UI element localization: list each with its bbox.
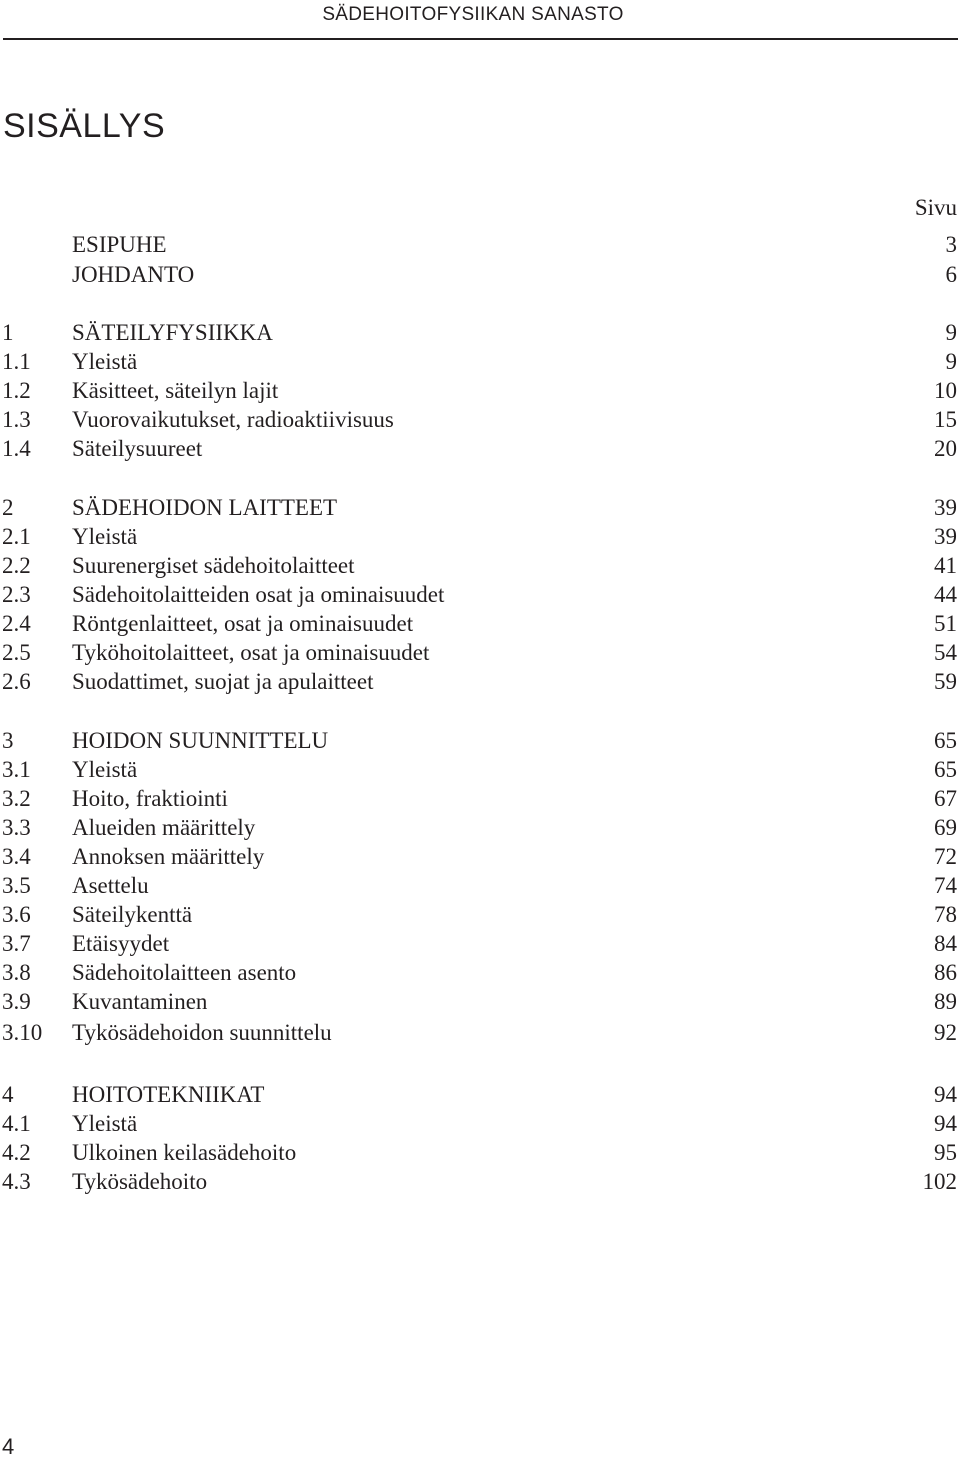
toc-entry-page: 69	[934, 815, 957, 840]
toc-entry-number: 3.4	[2, 844, 31, 869]
toc-entry-number: 2.4	[2, 611, 31, 636]
toc-entry-number: 2.2	[2, 553, 31, 578]
toc-entry-title: Yleistä	[72, 524, 138, 549]
toc-entry	[0, 1109, 960, 1139]
toc-entry-title: HOIDON SUUNNITTELU	[72, 728, 329, 753]
toc-entry	[0, 609, 960, 639]
toc-entry-title: Tyköhoitolaitteet, osat ja ominaisuudet	[72, 640, 430, 665]
toc-entry-title: ESIPUHE	[72, 232, 167, 257]
toc-entry-title: Suodattimet, suojat ja apulaitteet	[72, 669, 374, 694]
toc-entry-number: 1	[2, 320, 14, 345]
toc-entry	[0, 405, 960, 435]
toc-entry-title: Sädehoitolaitteen asento	[72, 960, 297, 985]
toc-entry-page: 74	[934, 873, 957, 898]
header-rule	[3, 38, 958, 40]
toc-entry-title: Ulkoinen keilasädehoito	[72, 1140, 297, 1165]
toc-entry-number: 3	[2, 728, 14, 753]
toc-entry-page: 39	[934, 495, 957, 520]
toc-entry-title: Hoito, fraktiointi	[72, 786, 228, 811]
toc-entry-number: 1.3	[2, 407, 31, 432]
toc-entry-page: 41	[934, 553, 957, 578]
toc-entry-number: 3.3	[2, 815, 31, 840]
toc-entry	[0, 667, 960, 697]
toc-entry-page: 72	[934, 844, 957, 869]
toc-entry-number: 3.9	[2, 989, 31, 1014]
toc-entry-title: Asettelu	[72, 873, 149, 898]
page-number: 4	[2, 1434, 15, 1459]
toc-entry-page: 95	[934, 1140, 957, 1165]
toc-entry-title: Suurenergiset sädehoitolaitteet	[72, 553, 355, 578]
toc-entry-title: Säteilysuureet	[72, 436, 203, 461]
toc-entry-title: Yleistä	[72, 1111, 138, 1136]
toc-entry-page: 84	[934, 931, 957, 956]
toc-entry-title: Tykösädehoito	[72, 1169, 208, 1194]
toc-entry-number: 3.8	[2, 960, 31, 985]
toc-entry-title: Käsitteet, säteilyn lajit	[72, 378, 279, 403]
toc-entry-title: HOITOTEKNIIKAT	[72, 1082, 265, 1107]
toc-entry	[0, 726, 960, 756]
toc-entry-number: 2.1	[2, 524, 31, 549]
toc-entry	[0, 522, 960, 552]
toc-entry	[0, 318, 960, 348]
toc-entry	[0, 871, 960, 901]
toc-entry-number: 2.3	[2, 582, 31, 607]
toc-entry-page: 89	[934, 989, 957, 1014]
toc-entry-title: Röntgenlaitteet, osat ja ominaisuudet	[72, 611, 414, 636]
toc-entry-title: Vuorovaikutukset, radioaktiivisuus	[72, 407, 394, 432]
toc-entry-number: 1.4	[2, 436, 31, 461]
toc-entry-number: 3.2	[2, 786, 31, 811]
toc-entry-page: 65	[934, 757, 957, 782]
toc-entry-title: Yleistä	[72, 349, 138, 374]
toc-entry	[0, 929, 960, 959]
toc-entry-page: 10	[934, 378, 957, 403]
toc-entry-number: 2.5	[2, 640, 31, 665]
toc-entry	[0, 842, 960, 872]
toc-entry	[0, 580, 960, 610]
toc-entry	[0, 1138, 960, 1168]
toc-entry-title: SÄDEHOIDON LAITTEET	[72, 495, 338, 520]
toc-entry-page: 9	[945, 349, 957, 374]
toc-entry-title: JOHDANTO	[72, 262, 195, 287]
toc-entry-page: 94	[934, 1111, 957, 1136]
toc-entry-page: 39	[934, 524, 957, 549]
toc-entry-title: Alueiden määrittely	[72, 815, 256, 840]
toc-entry-page: 92	[934, 1020, 957, 1045]
toc-entry	[0, 434, 960, 464]
toc-entry-number: 3.5	[2, 873, 31, 898]
toc-entry-number: 4	[2, 1082, 14, 1107]
toc-entry-number: 3.7	[2, 931, 31, 956]
toc-entry	[0, 493, 960, 523]
toc-entry-number: 4.3	[2, 1169, 31, 1194]
toc-entry-title: Tykösädehoidon suunnittelu	[72, 1020, 332, 1045]
toc-entry	[0, 638, 960, 668]
toc-entry	[0, 958, 960, 988]
running-head: SÄDEHOITOFYSIIKAN SANASTO	[322, 4, 624, 25]
toc-entry-title: Etäisyydet	[72, 931, 170, 956]
toc-entry	[0, 1167, 960, 1197]
toc-entry-number: 3.1	[2, 757, 31, 782]
toc-entry	[0, 755, 960, 785]
page-title: SISÄLLYS	[3, 107, 166, 145]
toc-entry	[0, 813, 960, 843]
toc-entry-title: SÄTEILYFYSIIKKA	[72, 320, 273, 345]
toc-entry	[0, 260, 960, 290]
toc-entry	[0, 1080, 960, 1110]
toc-entry	[0, 987, 960, 1017]
toc-entry-page: 86	[934, 960, 957, 985]
toc-entry-title: Sädehoitolaitteiden osat ja ominaisuudet	[72, 582, 445, 607]
toc-entry-number: 3.10	[2, 1020, 43, 1045]
toc-entry-title: Annoksen määrittely	[72, 844, 265, 869]
page-column-header: Sivu	[914, 195, 957, 220]
toc-entry	[0, 900, 960, 930]
toc-entry-number: 2	[2, 495, 14, 520]
toc-entry-page: 44	[934, 582, 957, 607]
toc-entry	[0, 230, 960, 260]
toc-entry-page: 6	[945, 262, 957, 287]
toc-entry-title: Säteilykenttä	[72, 902, 193, 927]
toc-entry-number: 4.2	[2, 1140, 31, 1165]
toc-entry-title: Yleistä	[72, 757, 138, 782]
toc-entry-page: 59	[934, 669, 957, 694]
toc-entry	[0, 347, 960, 377]
toc-entry-page: 3	[945, 232, 957, 257]
toc-entry-page: 20	[934, 436, 957, 461]
toc-entry-page: 102	[922, 1169, 957, 1194]
toc-entry-number: 1.1	[2, 349, 31, 374]
toc-entry-page: 94	[934, 1082, 957, 1107]
toc-entry	[0, 376, 960, 406]
toc-entry-number: 3.6	[2, 902, 31, 927]
toc-entry-title: Kuvantaminen	[72, 989, 208, 1014]
toc-entry-page: 15	[934, 407, 957, 432]
toc-entry	[0, 551, 960, 581]
toc-entry-page: 67	[934, 786, 957, 811]
toc-entry-page: 9	[945, 320, 957, 345]
toc-entry-number: 1.2	[2, 378, 31, 403]
toc-entry-page: 51	[934, 611, 957, 636]
toc-entry-page: 65	[934, 728, 957, 753]
toc-entry-page: 54	[934, 640, 957, 665]
toc-entry-number: 2.6	[2, 669, 31, 694]
toc-entry-number: 4.1	[2, 1111, 31, 1136]
toc-entry-page: 78	[934, 902, 957, 927]
toc-entry	[0, 1018, 960, 1048]
toc-entry	[0, 784, 960, 814]
